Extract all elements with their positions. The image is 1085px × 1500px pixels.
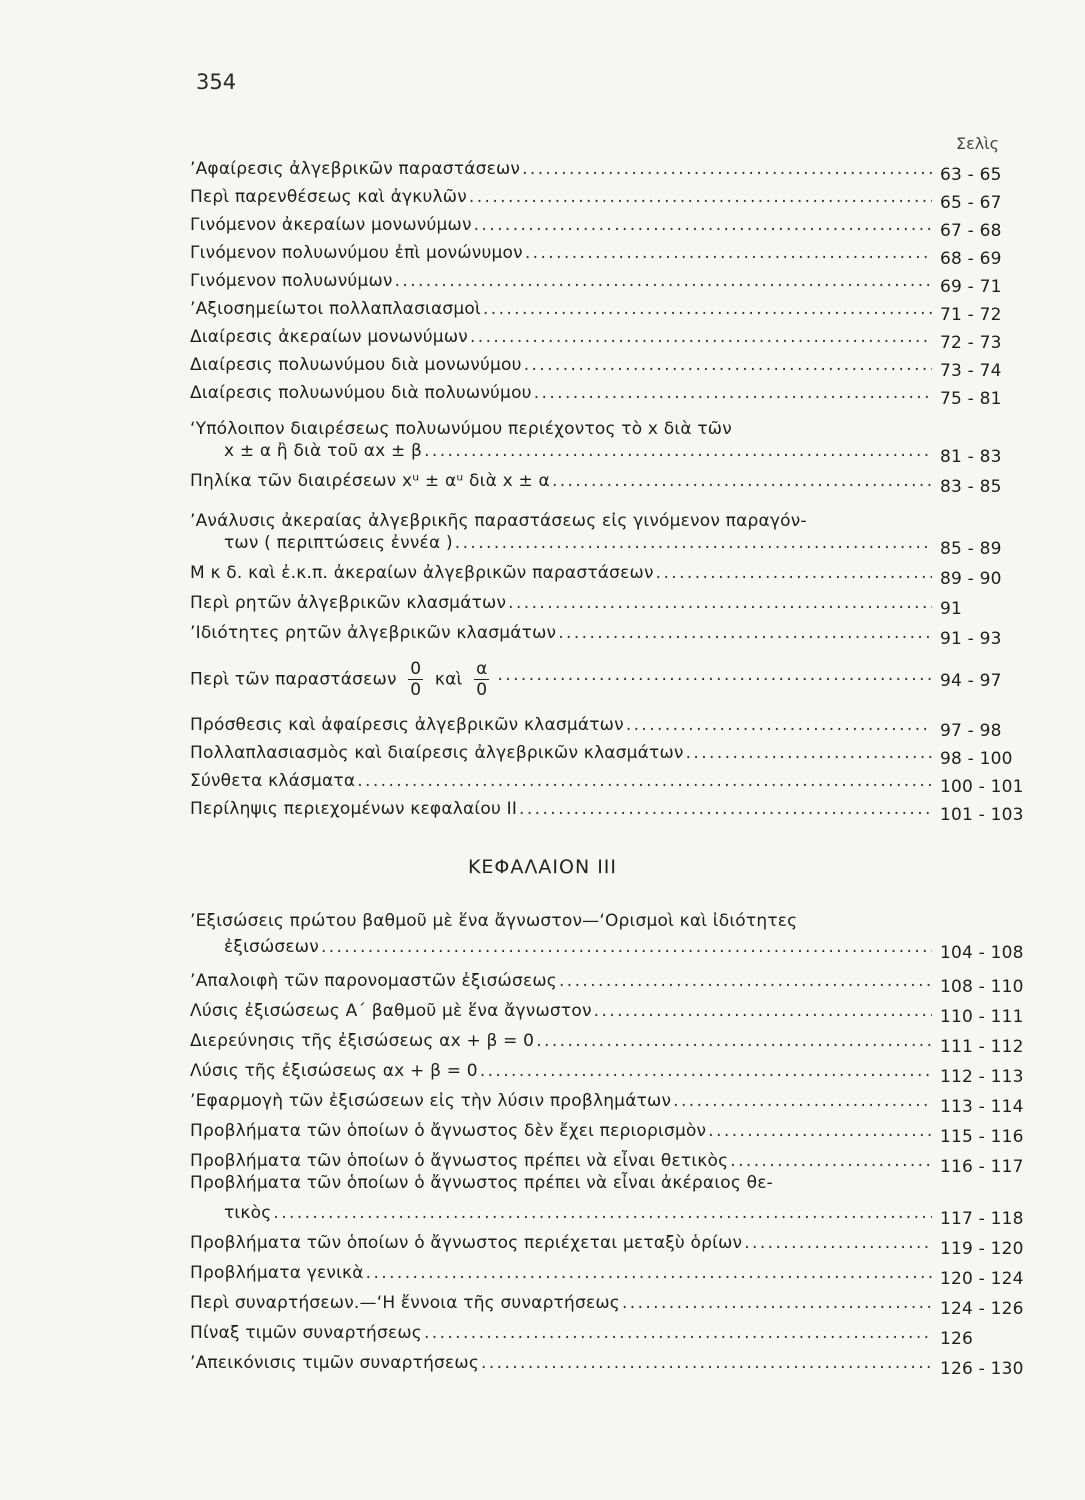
toc-entry: [190, 1082, 1034, 1117]
toc-entry: [190, 1284, 1034, 1319]
dot-leader: [525, 242, 932, 264]
dot-leader: [656, 562, 932, 584]
entry-pages: 89 - 90: [940, 569, 1002, 589]
chapter-heading: ΚΕΦΑΛΑΙΟΝ ΙΙΙ: [467, 856, 618, 878]
toc-entry: [190, 554, 1034, 589]
toc-entry: [190, 1224, 1034, 1259]
toc-entry: [224, 928, 1034, 963]
entry-pages: 115 - 116: [940, 1127, 1024, 1147]
dot-leader: [480, 1060, 932, 1082]
entry-title: Προβλήματα γενικὰ: [190, 1263, 364, 1283]
dot-leader: [552, 470, 932, 492]
entry-pages: 71 - 72: [940, 305, 1002, 325]
entry-title: Πίναξ τιμῶν συναρτήσεως: [190, 1323, 422, 1343]
toc-entry-line: ’Εξισώσεις πρώτου βαθμοῦ μὲ ἕνα ἄγνωστον—‘Ορισμοὶ καὶ ἰδιότητες: [190, 911, 798, 931]
entry-title: Πηλίκα τῶν διαιρέσεων xᵘ ± αᵘ διὰ x ± α: [190, 471, 550, 491]
entry-pages: 67 - 68: [940, 221, 1002, 241]
dot-leader: [524, 354, 932, 376]
fraction-denominator: 0: [476, 680, 488, 700]
entry-title: Σύνθετα κλάσματα: [190, 771, 356, 791]
entry-title: Πολλαπλασιασμὸς καὶ διαίρεσις ἀλγεβρικῶν κλασμάτων: [190, 743, 684, 763]
toc-entry: [190, 648, 1034, 700]
entry-title: Προβλήματα τῶν ὁποίων ὁ ἄγνωστος πρέπει νὰ εἶναι θετικὸς: [190, 1151, 729, 1171]
entry-pages: 104 - 108: [940, 943, 1024, 963]
toc-entry: [190, 1112, 1034, 1147]
toc-entry: [224, 432, 1034, 467]
dot-leader: [622, 1292, 932, 1314]
pages-column-header: Σελὶς: [956, 134, 1000, 153]
entry-title: ’Αφαίρεσις ἀλγεβρικῶν παραστάσεων: [190, 159, 521, 179]
fraction: [474, 659, 489, 700]
toc-entry: [190, 962, 1034, 997]
dot-leader: [626, 714, 932, 736]
entry-title: τικὸς: [224, 1203, 272, 1223]
toc-entry: [190, 614, 1034, 649]
entry-pages: 117 - 118: [940, 1209, 1024, 1229]
dot-leader: [470, 326, 932, 348]
entry-pages: 91 - 93: [940, 629, 1002, 649]
toc-entry: [190, 290, 1034, 325]
entry-pages: 97 - 98: [940, 721, 1002, 741]
entry-pages: 68 - 69: [940, 249, 1002, 269]
dot-leader: [497, 664, 932, 686]
entry-pages: 126: [940, 1329, 974, 1349]
entry-title: Διερεύνησις τῆς ἐξισώσεως αx + β = 0: [190, 1031, 535, 1051]
dot-leader: [357, 770, 932, 792]
dot-leader: [321, 936, 932, 958]
toc-entry: [190, 1314, 1034, 1349]
entry-title: Γινόμενον πολυωνύμων: [190, 271, 393, 291]
entry-pages: 83 - 85: [940, 477, 1002, 497]
toc-entry: [190, 178, 1034, 213]
entry-pages: 112 - 113: [940, 1067, 1024, 1087]
dot-leader: [366, 1262, 932, 1284]
entry-pages: 120 - 124: [940, 1269, 1024, 1289]
entry-title: ’Απεικόνισις τιμῶν συναρτήσεως: [190, 1353, 480, 1373]
toc-entry: [190, 150, 1034, 185]
entry-pages: 73 - 74: [940, 361, 1002, 381]
entry-pages: 116 - 117: [940, 1157, 1024, 1177]
entry-title: Διαίρεσις ἀκεραίων μονωνύμων: [190, 327, 468, 347]
entry-title: Προβλήματα τῶν ὁποίων ὁ ἄγνωστος δὲν ἔχει περιορισμὸν: [190, 1121, 707, 1141]
toc-entry: [224, 524, 1034, 559]
dot-leader: [483, 298, 932, 320]
toc-entry: [190, 1022, 1034, 1057]
dot-leader: [424, 440, 932, 462]
toc-entry: [190, 462, 1034, 497]
entry-pages: 100 - 101: [940, 777, 1024, 797]
entry-title: Περὶ παρενθέσεως καὶ ἀγκυλῶν: [190, 187, 467, 207]
entry-title: των ( περιπτώσεις ἐννέα ): [224, 533, 453, 553]
entry-title: Μ κ δ. καὶ ἐ.κ.π. ἀκεραίων ἀλγεβρικῶν παραστάσεων: [190, 563, 654, 583]
toc-entry: [190, 1344, 1034, 1379]
toc-entry-line: Προβλήματα τῶν ὁποίων ὁ ἄγνωστος πρέπει νὰ εἶναι ἀκέραιος θε-: [190, 1173, 773, 1193]
toc-entry: [190, 262, 1034, 297]
toc-entry: [224, 1194, 1034, 1229]
toc-entry: [190, 318, 1034, 353]
entry-title: Πρόσθεσις καὶ ἀφαίρεσις ἀλγεβρικῶν κλασμάτων: [190, 715, 624, 735]
dot-leader: [673, 1090, 932, 1112]
entry-title: Προβλήματα τῶν ὁποίων ὁ ἄγνωστος περιέχεται μεταξὺ ὁρίων: [190, 1233, 743, 1253]
dot-leader: [469, 186, 932, 208]
fraction-numerator: 0: [410, 659, 422, 679]
toc-entry: [190, 790, 1034, 825]
entry-pages: 63 - 65: [940, 165, 1002, 185]
dot-leader: [708, 1120, 932, 1142]
dot-leader: [424, 1322, 932, 1344]
entry-pages: 98 - 100: [940, 749, 1013, 769]
entry-title: Λύσις τῆς ἐξισώσεως αx + β = 0: [190, 1061, 478, 1081]
toc-entry: [190, 1052, 1034, 1087]
dot-leader: [594, 1000, 932, 1022]
dot-leader: [273, 1202, 932, 1224]
entry-pages: 126 - 130: [940, 1359, 1024, 1379]
toc-entry: [190, 346, 1034, 381]
dot-leader: [522, 158, 932, 180]
dot-leader: [481, 1352, 932, 1374]
dot-leader: [474, 214, 932, 236]
entry-pages: 119 - 120: [940, 1239, 1024, 1259]
entry-pages: 69 - 71: [940, 277, 1002, 297]
dot-leader: [508, 592, 932, 614]
entry-pages: 65 - 67: [940, 193, 1002, 213]
entry-pages: 85 - 89: [940, 539, 1002, 559]
toc-entry: [190, 734, 1034, 769]
dot-leader: [395, 270, 932, 292]
entry-title: ’Απαλοιφὴ τῶν παρονομαστῶν ἐξισώσεως: [190, 971, 557, 991]
dot-leader: [519, 798, 932, 820]
entry-pages: 91: [940, 599, 963, 619]
entry-pages: 72 - 73: [940, 333, 1002, 353]
dot-leader: [559, 970, 932, 992]
dot-leader: [730, 1150, 932, 1172]
fraction: [408, 659, 423, 700]
fraction-denominator: 0: [410, 680, 422, 700]
entry-title-prefix: Περὶ τῶν παραστάσεων: [190, 669, 397, 690]
toc-entry: [190, 762, 1034, 797]
toc-entry-line: ’Ανάλυσις ἀκεραίας ἀλγεβρικῆς παραστάσεως εἰς γινόμενον παραγόν-: [190, 511, 807, 531]
entry-title: ἐξισώσεων: [224, 937, 319, 957]
entry-title: Διαίρεσις πολυωνύμου διὰ μονωνύμου: [190, 355, 522, 375]
page-number: 354: [196, 70, 237, 94]
dot-leader: [558, 622, 932, 644]
dot-leader: [536, 1030, 932, 1052]
toc-entry: [190, 206, 1034, 241]
dot-leader: [686, 742, 932, 764]
entry-title: Περίληψις περιεχομένων κεφαλαίου ΙΙ: [190, 799, 518, 819]
toc-entry: [190, 706, 1034, 741]
entry-pages: 108 - 110: [940, 977, 1024, 997]
entry-title: Γινόμενον ἀκεραίων μονωνύμων: [190, 215, 472, 235]
entry-pages: 75 - 81: [940, 389, 1002, 409]
entry-pages: 94 - 97: [940, 671, 1002, 691]
entry-title: Διαίρεσις πολυωνύμου διὰ πολυωνύμου: [190, 383, 532, 403]
entry-title: ’Αξιοσημείωτοι πολλαπλασιασμοὶ: [190, 299, 481, 319]
dot-leader: [534, 382, 932, 404]
toc-entry: [190, 1142, 1034, 1177]
entry-title: Λύσις ἐξισώσεως Α΄ βαθμοῦ μὲ ἕνα ἄγνωστον: [190, 1001, 592, 1021]
entry-pages: 101 - 103: [940, 805, 1024, 825]
entry-title: Περὶ ρητῶν ἀλγεβρικῶν κλασμάτων: [190, 593, 507, 613]
entry-title: x ± α ἢ διὰ τοῦ αx ± β: [224, 441, 423, 461]
entry-pages: 113 - 114: [940, 1097, 1024, 1117]
fraction-numerator: α: [476, 659, 488, 679]
toc-entry: [190, 992, 1034, 1027]
toc-entry: [190, 1254, 1034, 1289]
dot-leader: [455, 532, 932, 554]
toc-entry: [190, 234, 1034, 269]
entry-title: [190, 659, 495, 700]
toc-entry: [190, 374, 1034, 409]
entry-title: ’Ιδιότητες ρητῶν ἀλγεβρικῶν κλασμάτων: [190, 623, 557, 643]
entry-pages: 111 - 112: [940, 1037, 1024, 1057]
entry-title: ’Εφαρμογὴ τῶν ἐξισώσεων εἰς τὴν λύσιν προβλημάτων: [190, 1091, 672, 1111]
dot-leader: [744, 1232, 932, 1254]
toc-entry-line: ‘Υπόλοιπον διαιρέσεως πολυωνύμου περιέχοντος τὸ x διὰ τῶν: [190, 419, 732, 439]
entry-title: Περὶ συναρτήσεων.—‘Η ἔννοια τῆς συναρτήσεως: [190, 1293, 620, 1313]
conjunction: καὶ: [434, 669, 463, 690]
entry-pages: 81 - 83: [940, 447, 1002, 467]
entry-pages: 124 - 126: [940, 1299, 1024, 1319]
toc-entry: [190, 584, 1034, 619]
entry-pages: 110 - 111: [940, 1007, 1024, 1027]
entry-title: Γινόμενον πολυωνύμου ἐπὶ μονώνυμον: [190, 243, 523, 263]
